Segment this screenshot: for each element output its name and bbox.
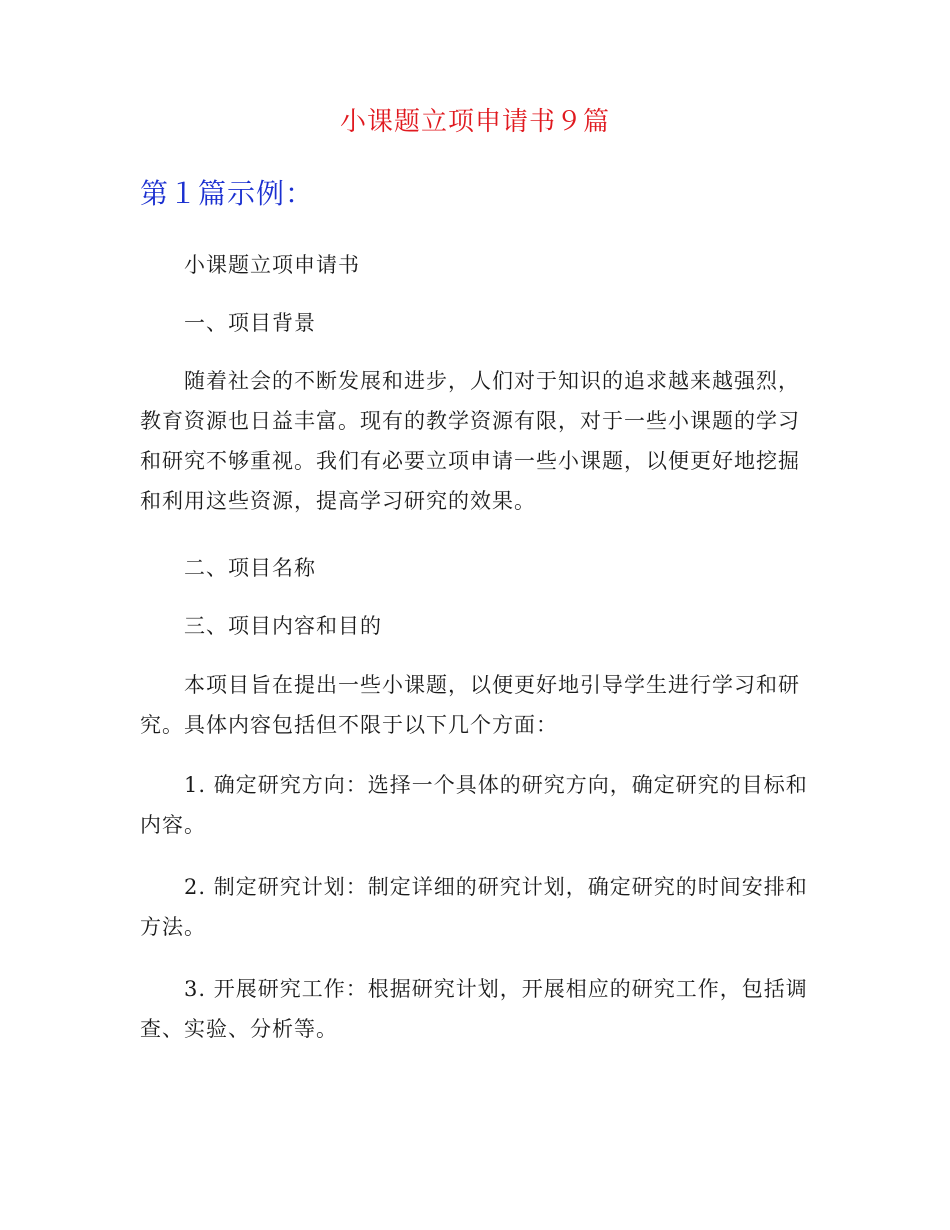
list-item-2: 2. 制定研究计划：制定详细的研究计划，确定研究的时间安排和方法。 xyxy=(140,875,808,939)
list-item-1: 1. 确定研究方向：选择一个具体的研究方向，确定研究的目标和内容。 xyxy=(140,773,808,837)
paragraph-heading-name: 二、项目名称 xyxy=(184,556,316,580)
document-title: 小课题立项申请书９篇 xyxy=(339,107,610,137)
paragraph-heading-content: 三、项目内容和目的 xyxy=(184,614,382,638)
paragraph-subtitle: 小课题立项申请书 xyxy=(184,253,360,277)
section-heading: 第１篇示例： xyxy=(140,177,315,210)
list-item-3: 3. 开展研究工作：根据研究计划，开展相应的研究工作，包括调查、实验、分析等。 xyxy=(140,977,808,1041)
paragraph-content-intro: 本项目旨在提出一些小课题，以便更好地引导学生进行学习和研究。具体内容包括但不限于以下几个方面： xyxy=(140,673,800,737)
paragraph-heading-background: 一、项目背景 xyxy=(184,311,316,335)
paragraph-background-text: 随着社会的不断发展和进步，人们对于知识的追求越来越强烈，教育资源也日益丰富。现有的教学资源有限，对于一些小课题的学习和研究不够重视。我们有必要立项申请一些小课题，以便更好地挖掘和利用这些资源，提高学习研究的效果。 xyxy=(140,369,800,513)
